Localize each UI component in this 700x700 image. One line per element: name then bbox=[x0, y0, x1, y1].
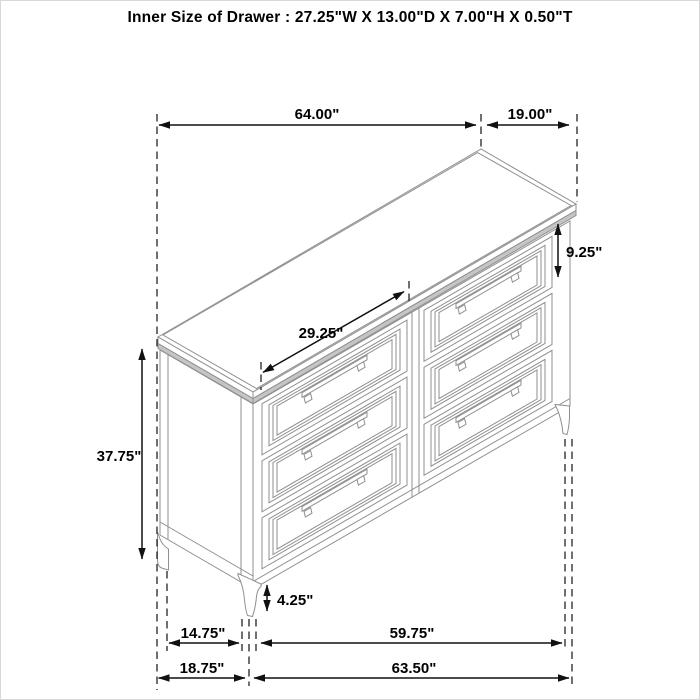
dim-label-left-leg-inset: 14.75" bbox=[180, 625, 226, 642]
dim-label-inner-leg-span: 59.75" bbox=[389, 625, 435, 642]
dim-label-leg-height: 4.25" bbox=[277, 592, 314, 609]
front-right-leg bbox=[555, 405, 570, 435]
dim-label-drawer-face-height: 9.25" bbox=[566, 244, 603, 261]
dresser-drawing bbox=[158, 149, 577, 617]
dim-label-top-depth: 19.00" bbox=[507, 106, 553, 123]
dim-label-left-edge-inset: 18.75" bbox=[179, 660, 225, 677]
diagram-title: Inner Size of Drawer : 27.25"W X 13.00"D X 7.00"H X 0.50"T bbox=[127, 9, 573, 26]
dim-label-drawer-face-width: 29.25" bbox=[298, 325, 344, 342]
dim-label-overall-height: 37.75" bbox=[96, 448, 142, 465]
dim-label-base-width: 63.50" bbox=[391, 660, 437, 677]
dim-label-top-width: 64.00" bbox=[294, 106, 340, 123]
